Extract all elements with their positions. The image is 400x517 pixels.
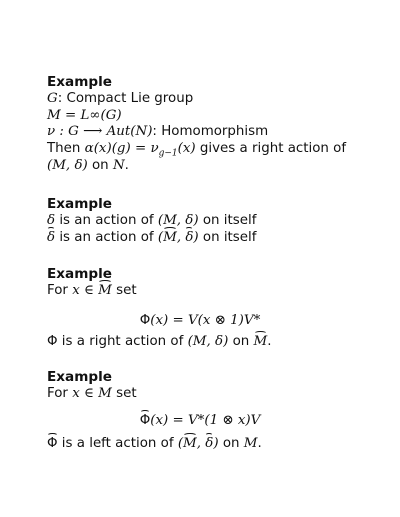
example-1-line-4: Then $\alpha(x)(g) = \nu_{g-1}(x)$ gives a right action of	[47, 141, 347, 159]
example-1-line-5: (M, δ) on N.	[47, 157, 129, 173]
example-4	[47, 369, 377, 403]
example-3-conclusion	[47, 334, 377, 351]
example-3-line-1: For x ∈ M set	[47, 282, 137, 298]
example-4-display-equation: Φ(x) = V*(1 ⊗ x)V	[139, 413, 261, 428]
example-3-line-2: Φ is a right action of (M, δ) on M.	[47, 334, 272, 349]
example-4-line-1: For x ∈ M set	[47, 385, 137, 401]
example-1-line-3: ν : G ⟶ Aut(N): Homomorphism	[47, 124, 269, 140]
example-1-heading: Example	[47, 74, 113, 90]
example-2-line-2: δ is an action of (M, δ) on itself	[47, 229, 257, 245]
example-1-line-2: M = L∞(G)	[47, 107, 122, 123]
example-4-heading: Example	[47, 369, 113, 385]
example-1	[47, 74, 377, 175]
example-2-heading: Example	[47, 196, 113, 212]
example-2	[47, 196, 377, 246]
example-4-conclusion	[47, 436, 377, 453]
example-4-line-2: Φ is a left action of (M, δ) on M.	[47, 436, 262, 451]
example-1-line-1: G: Compact Lie group	[47, 90, 194, 106]
example-2-line-1: δ is an action of (M, δ) on itself	[47, 212, 257, 228]
example-3	[47, 266, 377, 300]
example-3-heading: Example	[47, 266, 113, 282]
example-3-display-equation: Φ(x) = V(x ⊗ 1)V*	[139, 313, 261, 328]
